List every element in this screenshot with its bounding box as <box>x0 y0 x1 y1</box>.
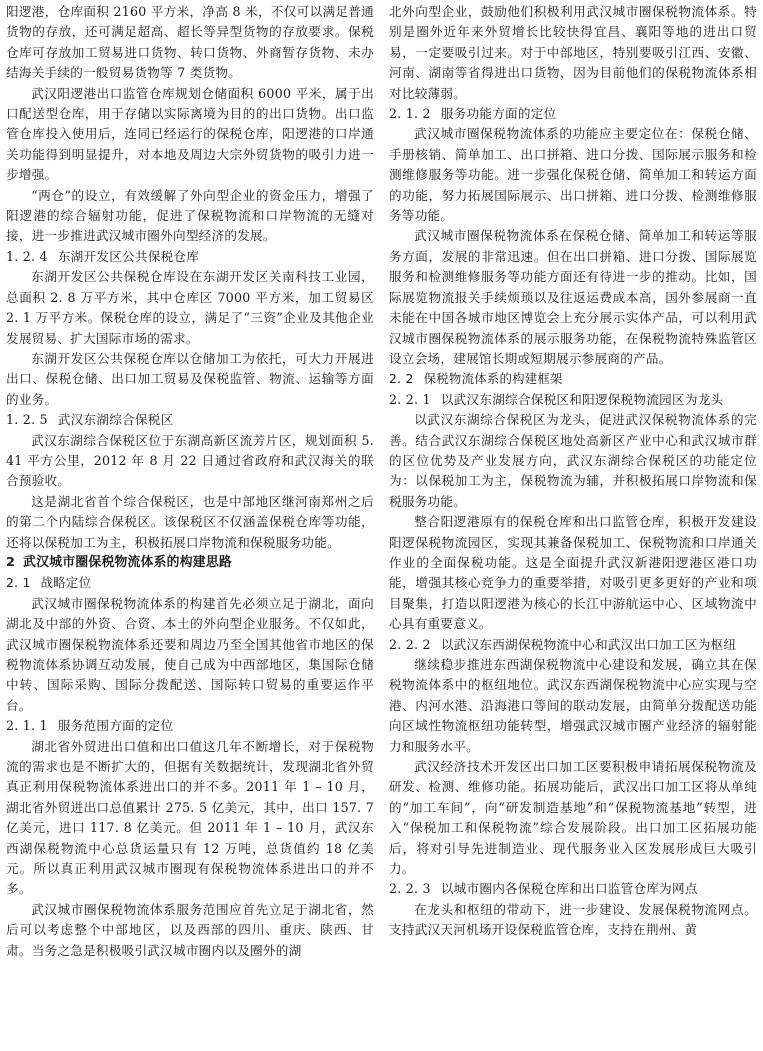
section-title: 保税物流体系的构建框架 <box>423 371 563 387</box>
section-heading-2-2 <box>389 369 757 389</box>
section-heading-2 <box>6 553 374 573</box>
paragraph: 整合阳逻港原有的保税仓库和出口监管仓库，积极开发建设阳逻保税物流园区，实现其兼备保税加工、保税物流和口岸通关作业的全面保税功能。这是全面提升武汉新港阳逻港区港口功能，增强其核心竞争力的重要举措，对吸引更多更好的产业和项目聚集，打造以阳逻港为核心的长江中游航运中心、区域物流中心具有重要意义。 <box>389 514 757 632</box>
section-number: 2. 2. 3 <box>389 881 431 897</box>
paragraph: “两仓”的设立，有效缓解了外向型企业的资金压力，增强了阳逻港的综合辐射功能，促进了保税物流和口岸物流的无缝对接，进一步推进武汉城市圈外向型经济的发展。 <box>6 187 374 244</box>
section-heading-2-1-2 <box>389 104 757 124</box>
section-title: 战略定位 <box>40 575 92 591</box>
paragraph: 阳逻港，仓库面积 2160 平方米，净高 8 米，不仅可以满足普通货物的存放，还可满足超高、超长等异型货物的存放要求。保税仓库可存放加工贸易进口货物、转口货物、外商暂存货物、未办结海关手续的一般贸易货物等 7 类货物。 <box>6 4 374 81</box>
paragraph: 继续稳步推进东西湖保税物流中心建设和发展，确立其在保税物流体系中的枢纽地位。武汉东西湖保税物流中心应实现与空港、内河水港、沿海港口等间的联动发展，由简单分拨配送功能向区域性物流枢纽功能转型，增强武汉城市圈产业经济的辐射能力和服务水平。 <box>389 657 757 754</box>
section-number: 2. 1 <box>6 575 31 591</box>
paragraph: 东湖开发区公共保税仓库设在东湖开发区关南科技工业园，总面积 2. 8 万平方米，其中仓库区 7000 平方米，加工贸易区 2. 1 万平方米。保税仓库的设立，满足了“三资”企业及其他企业发展贸易、扩大国际市场的需求。 <box>6 269 374 346</box>
section-heading-2-2-1 <box>389 390 757 410</box>
section-title: 以武汉东西湖保税物流中心和武汉出口加工区为枢纽 <box>440 636 737 652</box>
paragraph: 武汉城市圈保税物流体系的构建首先必须立足于湖北，面向湖北及中部的外资、合资、本土的外向型企业服务。不仅如此，武汉城市圈保税物流体系还要和周边乃至全国其他省市地区的保税物流体系协调互动发展，使自己成为中西部地区，集国际仓储中转、国际采购、国际分拨配送、国际转口贸易的重要运作平台。 <box>6 595 374 713</box>
paragraph: 武汉东湖综合保税区位于东湖高新区流芳片区，规划面积 5. 41 平方公里，2012 年 8 月 22 日通过省政府和武汉海关的联合预验收。 <box>6 432 374 489</box>
section-title: 武汉城市圈保税物流体系的构建思路 <box>23 554 232 570</box>
paragraph: 武汉城市圈保税物流体系的功能应主要定位在：保税仓储、手册核销、简单加工、出口拼箱、进口分拨、国际展示服务和检测维修服务等功能。进一步强化保税仓储、简单加工和转运方面的功能，努力拓展国际展示、出口拼箱、进口分拨、检测维修服务等功能。 <box>389 126 757 224</box>
paragraph: 武汉经济技术开发区出口加工区要积极申请拓展保税物流及研发、检测、维修功能。拓展功能后，武汉出口加工区将从单纯的“加工车间”，向“研发制造基地”和“保税物流基地”转型，进入“保税加工和保税物流”综合发展阶段。出口加工区拓展功能后，将对引导先进制造业、现代服务业入区发展形成巨大吸引力。 <box>389 759 757 877</box>
section-number: 2. 1. 2 <box>389 106 431 122</box>
paragraph: 北外向型企业，鼓励他们积极利用武汉城市圈保税物流体系。特别是圈外近年来外贸增长比较快得宜昌、襄阳等地的进出口贸易，一定要吸引过来。对于中部地区，特别要吸引江西、安徽、河南、湖南等省得进出口货物，因为目前他们的保税物流体系相对比较薄弱。 <box>389 4 757 101</box>
paragraph: 武汉城市圈保税物流体系服务范围应首先立足于湖北省，然后可以考虑整个中部地区，以及西部的四川、重庆、陕西、甘肃。当务之急是积极吸引武汉城市圈内以及圈外的湖 <box>6 901 374 958</box>
section-title: 东湖开发区公共保税仓库 <box>57 248 200 264</box>
section-heading-1-2-5 <box>6 410 374 430</box>
section-title: 服务范围方面的定位 <box>57 718 174 734</box>
right-column <box>389 2 757 1051</box>
paragraph: 湖北省外贸进出口值和出口值这几年不断增长，对于保税物流的需求也是不断扩大的，但据有关数据统计，发现湖北省外贸真正利用保税物流体系进出口的并不多。2011 年 1 – 10 月，湖北省外贸进出口总值累计 275. 5 亿美元，其中，出口 157. 7 亿美元，进口 117. 8 亿美元。但 2011 年 1 – 10 月，武汉东西湖保税物流中心总货运量只有 12 万吨，总货值约 18 亿美元。所以真正利用武汉城市圈现有保税物流体系进出口的并不多。 <box>6 738 374 897</box>
section-title: 以城市圈内各保税仓库和出口监管仓库为网点 <box>440 881 698 897</box>
section-number: 1. 2. 4 <box>6 248 48 264</box>
section-heading-2-1-1 <box>6 716 374 736</box>
section-title: 服务功能方面的定位 <box>440 106 557 122</box>
paragraph: 以武汉东湖综合保税区为龙头，促进武汉保税物流体系的完善。结合武汉东湖综合保税区地处高新区产业中心和武汉城市群的区位优势及产业发展方向，武汉东湖综合保税区的功能定位为：以保税加工为主，保税物流为辅，并积极拓展口岸物流和保税服务功能。 <box>389 412 757 509</box>
left-column <box>6 2 374 1051</box>
paragraph: 武汉城市圈保税物流体系在保税仓储、简单加工和转运等服务方面，发展的非常迅速。但在出口拼箱、进口分拨、国际展览服务和检测维修服务等功能方面还有待进一步的推动。比如，国际展览物流报关手续烦琐以及往返运费成本高，国外参展商一直未能在中国各城市地区博览会上充分展示实体产品，可以利用武汉城市圈保税物流体系的展示服务功能，在保税物流特殊监管区设立会场，建展馆长期或短期展示参展商的产品。 <box>389 228 757 366</box>
section-heading-2-2-3 <box>389 879 757 899</box>
section-heading-2-2-2 <box>389 635 757 655</box>
section-number: 2. 2. 2 <box>389 636 431 652</box>
section-title: 武汉东湖综合保税区 <box>57 412 174 428</box>
section-number: 2. 1. 1 <box>6 718 48 734</box>
paragraph: 在龙头和枢纽的带动下，进一步建设、发展保税物流网点。支持武汉天河机场开设保税监管仓库，支持在荆州、黄 <box>389 901 757 938</box>
section-title: 以武汉东湖综合保税区和阳逻保税物流园区为龙头 <box>440 391 724 407</box>
section-number: 1. 2. 5 <box>6 412 48 428</box>
section-number: 2. 2. 1 <box>389 391 431 407</box>
section-number: 2 <box>6 554 16 570</box>
paragraph: 这是湖北省首个综合保税区，也是中部地区继河南郑州之后的第二个内陆综合保税区。该保税区不仅涵盖保税仓库等功能，还将以保税加工为主，积极拓展口岸物流和保税服务功能。 <box>6 493 374 550</box>
paragraph: 东湖开发区公共保税仓库以仓储加工为依托，可大力开展进出口、保税仓储、出口加工贸易及保税监管、物流、运输等方面的业务。 <box>6 350 374 407</box>
section-heading-1-2-4 <box>6 247 374 267</box>
paragraph: 武汉阳逻港出口监管仓库规划仓储面积 6000 平米，属于出口配送型仓库，用于存储以实际离境为目的的出口货物。出口监管仓库投入使用后，连同已经运行的保税仓库，阳逻港的口岸通关功能得到明显提升，对本地及周边大宗外贸货物的吸引力进一步增强。 <box>6 85 374 183</box>
section-heading-2-1 <box>6 573 374 593</box>
section-number: 2. 2 <box>389 371 414 387</box>
